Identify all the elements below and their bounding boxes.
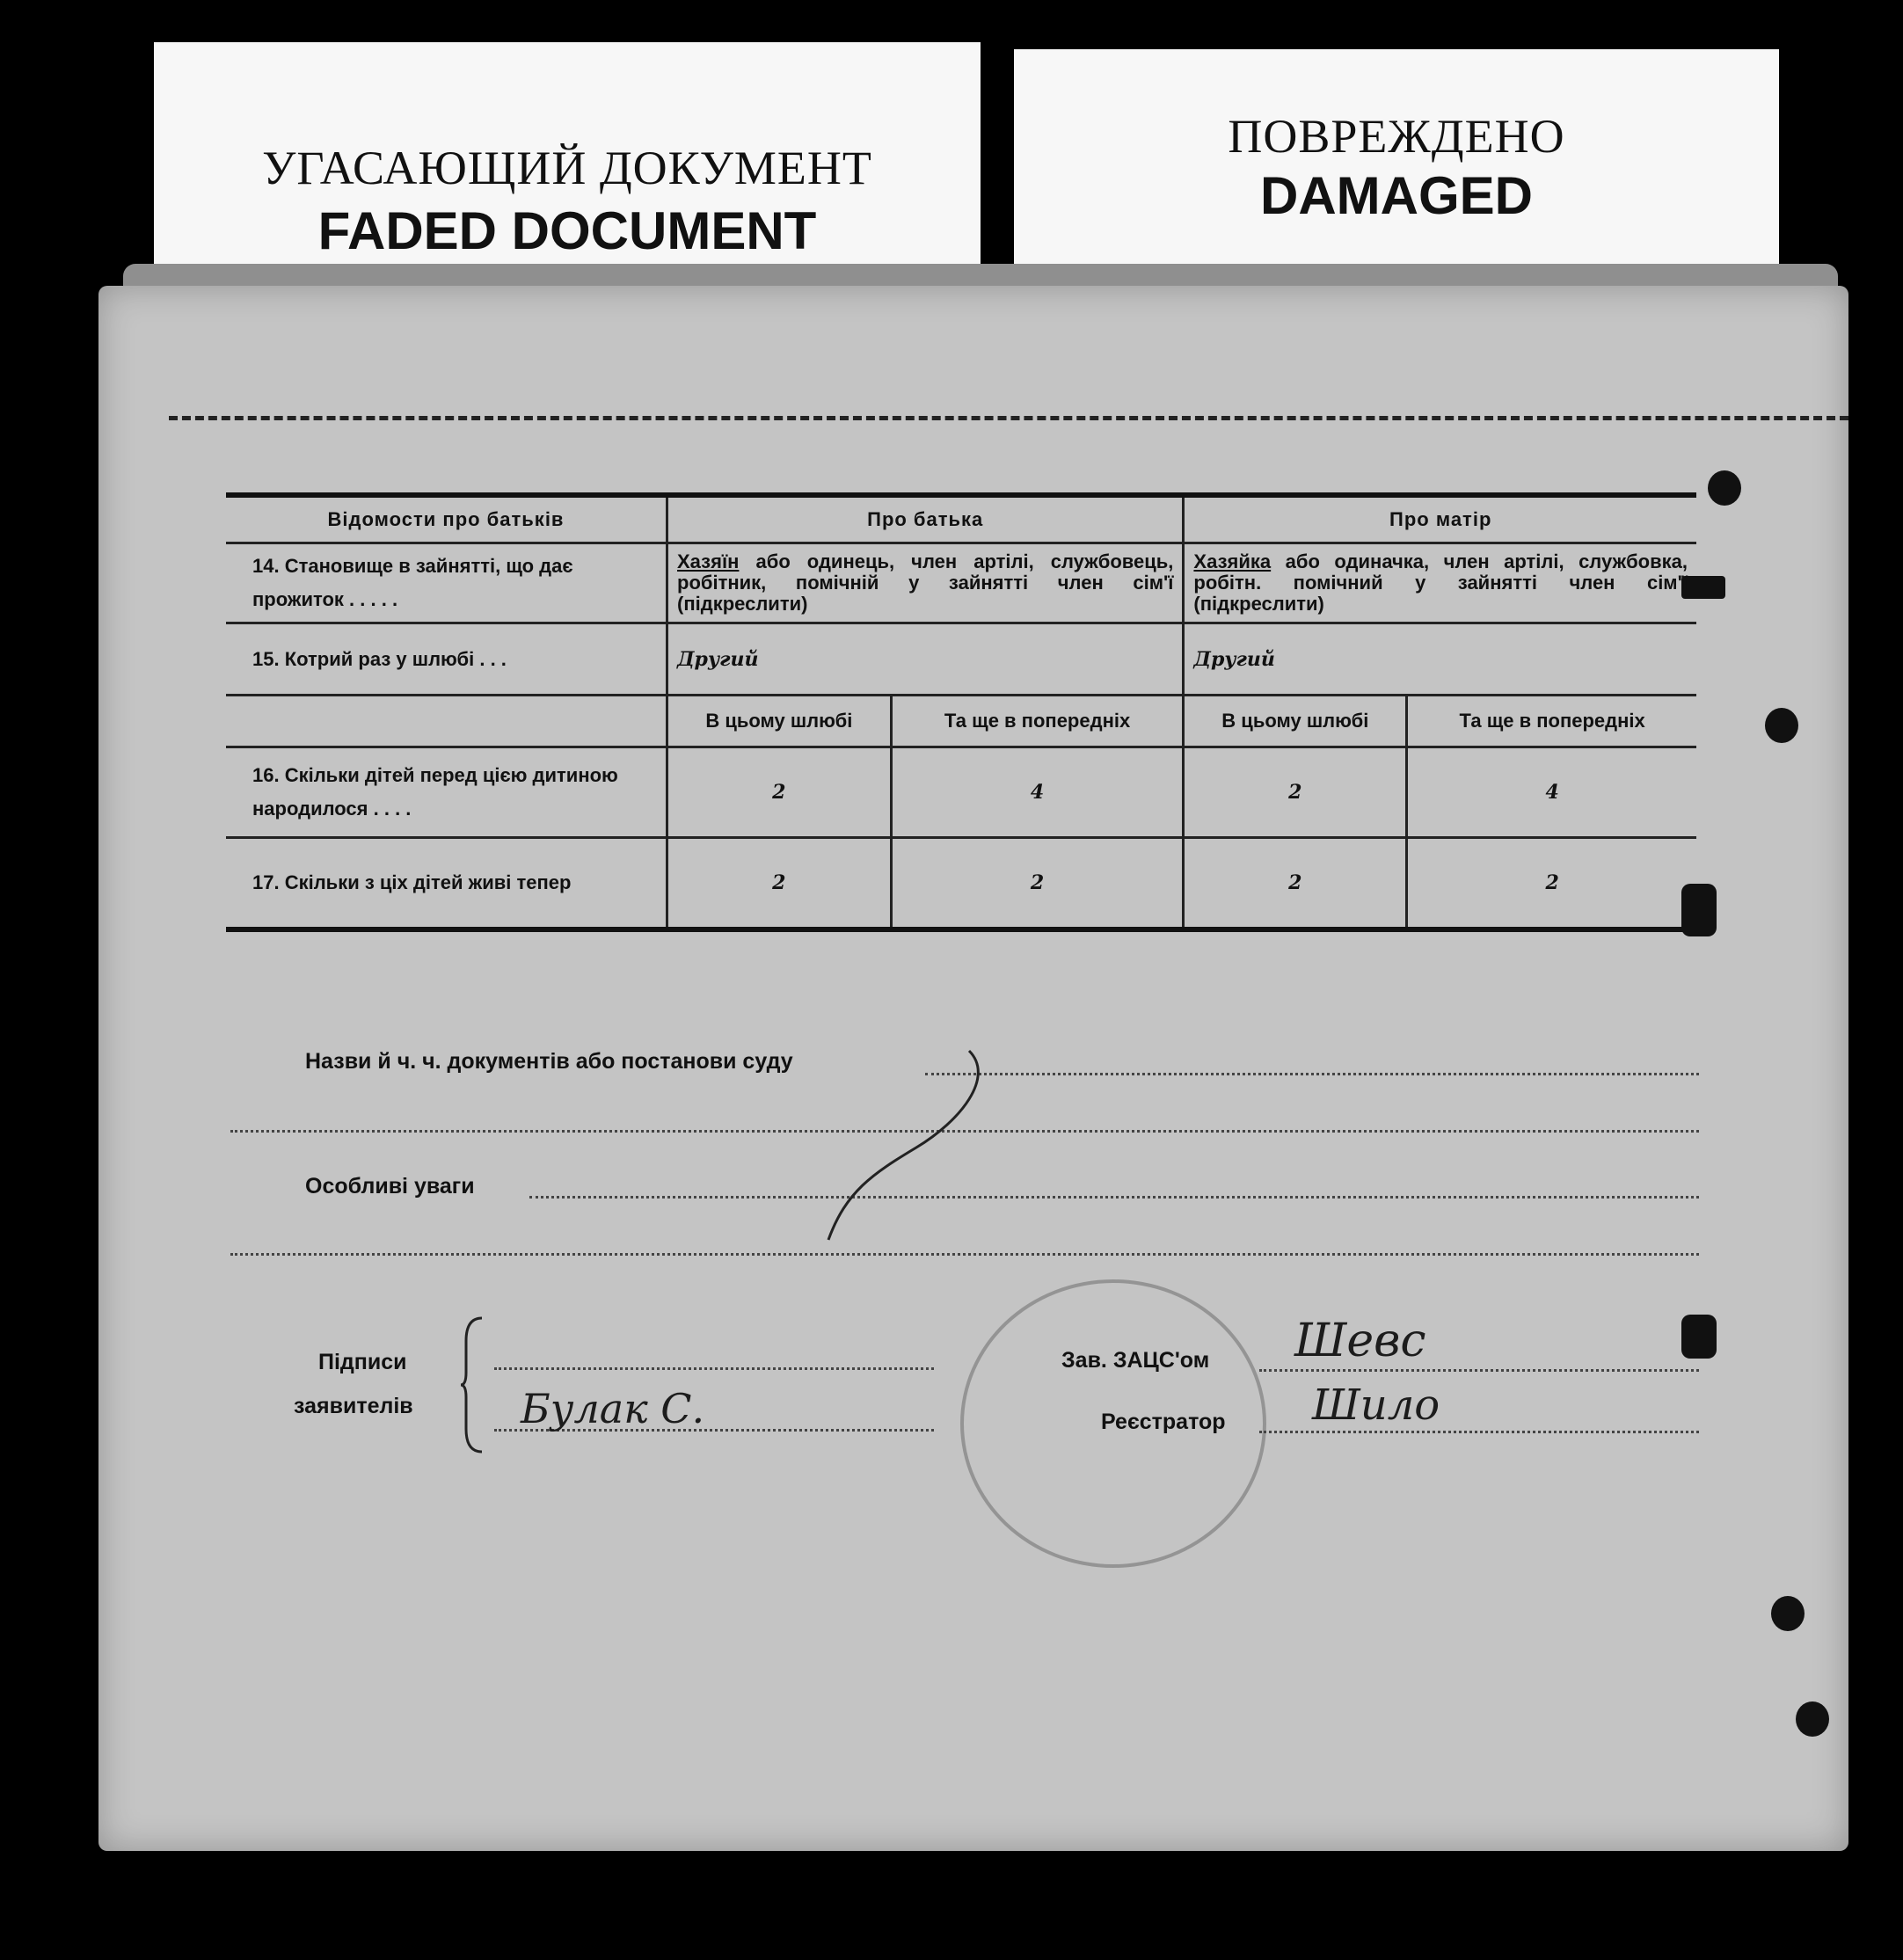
binding-hole-icon — [1681, 1315, 1717, 1359]
row-15-father-value: Другий — [667, 623, 1184, 696]
documents-label: Назви й ч. ч. документів або постанови суду — [305, 1049, 793, 1074]
father-owner-underlined: Хазяїн — [677, 550, 740, 572]
children-subheader-row — [226, 696, 1696, 747]
bracket-icon — [459, 1315, 485, 1455]
mother-in-this-marriage: В цьому шлюбі — [1184, 696, 1407, 747]
row-14-father-options — [667, 543, 1184, 623]
binding-hole-icon — [1708, 470, 1741, 506]
damaged-label-en: DAMAGED — [1260, 166, 1533, 225]
signature-line-1 — [494, 1367, 934, 1370]
registrar-signature-line — [1259, 1431, 1699, 1433]
notes-line — [529, 1196, 1699, 1199]
document-page — [98, 286, 1848, 1851]
perforation-line — [169, 416, 1848, 420]
row-17-value: 2 — [891, 838, 1184, 930]
row-17-label: 17. Скільки з ціх дітей живі тепер — [226, 838, 667, 930]
mother-in-previous: Та ще в попередніх — [1407, 696, 1696, 747]
row-16-label: 16. Скільки дітей перед цією дитиною народилося . . . . — [226, 747, 667, 838]
father-in-this-marriage: В цьому шлюбі — [667, 696, 892, 747]
father-options-text: або одинець, член артілі, службовець, робітник, помічній у зайнятті член сім'ї (підкреслити) — [677, 550, 1174, 615]
registrar-signature: Шило — [1312, 1381, 1440, 1430]
mother-owner-underlined: Хазяйка — [1193, 550, 1272, 572]
damaged-label-ru: ПОВРЕЖДЕНО — [1228, 110, 1565, 163]
row-17-value: 2 — [667, 838, 892, 930]
mother-options-text: або одиначка, член артілі, службовка, робітн. помічний у зайнятті член сім'ї (підкреслити) — [1193, 550, 1688, 615]
row-16-value: 4 — [891, 747, 1184, 838]
row-14 — [226, 543, 1696, 623]
signatures-label: Підписи — [318, 1350, 407, 1374]
notes-line-2 — [230, 1253, 1699, 1256]
row-16 — [226, 747, 1696, 838]
subheader-spacer — [226, 696, 667, 747]
row-14-label: 14. Становище в зайнятті, що дає прожиток . . . . . — [226, 543, 667, 623]
documents-line — [925, 1073, 1699, 1075]
parents-info-table — [226, 492, 1696, 932]
father-in-previous: Та ще в попередніх — [891, 696, 1184, 747]
row-16-value: 4 — [1407, 747, 1696, 838]
row-16-value: 2 — [667, 747, 892, 838]
cancellation-stroke — [820, 1042, 995, 1244]
head-zags-label: Зав. ЗАЦС'ом — [1061, 1348, 1210, 1373]
applicants-label: заявителів — [294, 1394, 413, 1418]
binding-hole-icon — [1765, 708, 1798, 743]
header-about-mother: Про матір — [1389, 508, 1492, 530]
row-17-value: 2 — [1184, 838, 1407, 930]
header-about-father: Про батька — [667, 495, 1184, 543]
faded-document-tab — [154, 42, 981, 290]
row-16-value: 2 — [1184, 747, 1407, 838]
table-header-row — [226, 495, 1696, 543]
damaged-document-tab — [1014, 49, 1779, 269]
head-signature: Шевс — [1294, 1315, 1426, 1367]
registrar-label: Реєстратор — [1101, 1410, 1226, 1434]
row-15-label: 15. Котрий раз у шлюбі . . . — [226, 623, 667, 696]
row-15-mother-value: Другий — [1184, 623, 1696, 696]
row-15 — [226, 623, 1696, 696]
faded-label-ru: УГАСАЮЩИЙ ДОКУМЕНТ — [262, 142, 872, 194]
row-17 — [226, 838, 1696, 930]
notes-label: Особливі уваги — [305, 1174, 475, 1199]
header-parents-info: Відомости про батьків — [226, 495, 667, 543]
row-17-value: 2 — [1407, 838, 1696, 930]
binding-hole-icon — [1796, 1701, 1829, 1737]
head-signature-line — [1259, 1369, 1699, 1372]
row-14-mother-options — [1184, 543, 1696, 623]
binding-hole-icon — [1771, 1596, 1805, 1631]
applicant-signature: Булак С. — [521, 1385, 705, 1432]
faded-label-en: FADED DOCUMENT — [317, 201, 817, 260]
